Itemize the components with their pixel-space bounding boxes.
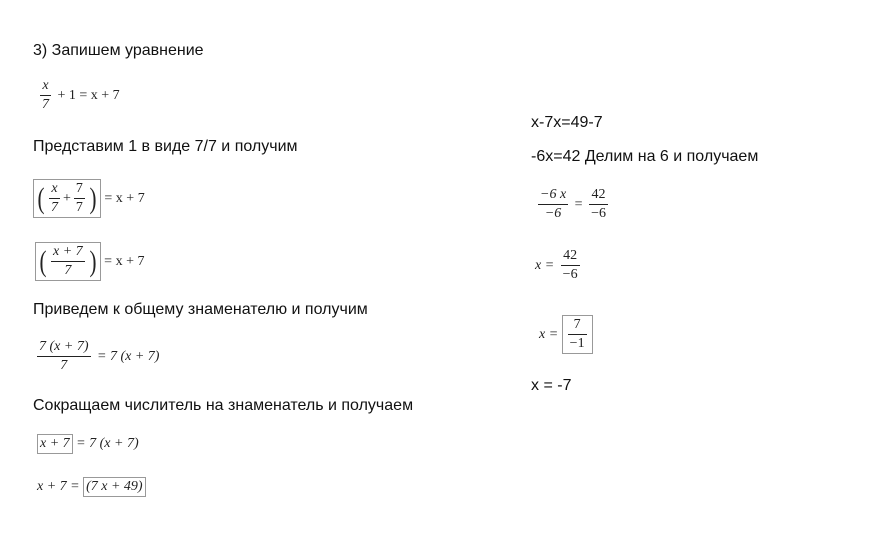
step-title: 3) Запишем уравнение: [33, 42, 204, 59]
text-cancel: Сокращаем числитель на знаменатель и получаем: [33, 397, 414, 414]
boxed-result: $\frac{7}{-1}$: [562, 315, 593, 354]
equation-1: $\frac{x}{7}$ + 1 = x + 7: [42, 78, 120, 112]
text-common-denominator: Приведем к общему знаменателю и получим: [33, 301, 368, 318]
equation-3: ( $\frac{x + 7}{7}$ ) = x + 7: [35, 242, 144, 281]
boxed-sum: ( $\frac{x}{7}$ + $\frac{7}{7}$ ): [33, 179, 101, 218]
equation-4: $\frac{7 (x + 7)}{7}$ = 7 (x + 7): [39, 339, 160, 373]
fraction-x-over-7: $\frac{x}{7}$: [42, 78, 49, 112]
equation-2: ( $\frac{x}{7}$ + $\frac{7}{7}$ ) = x + 7: [33, 179, 145, 218]
equation-7: $\frac{-6 x}{-6}$ = $\frac{42}{-6}$: [540, 187, 606, 221]
equation-8: x = $\frac{42}{-6}$: [535, 248, 578, 282]
equation-5: x + 7 = 7 (x + 7): [37, 434, 139, 454]
equation-6: x + 7 = (7 x + 49): [37, 477, 146, 497]
text-represent: Представим 1 в виде 7/7 и получим: [33, 138, 298, 155]
line-simplify: x-7x=49-7: [531, 114, 603, 131]
boxed-fraction: ( $\frac{x + 7}{7}$ ): [35, 242, 101, 281]
equation-9: x = $\frac{7}{-1}$: [539, 315, 593, 354]
answer: x = -7: [531, 377, 572, 394]
line-divide: -6x=42 Делим на 6 и получаем: [531, 148, 759, 165]
